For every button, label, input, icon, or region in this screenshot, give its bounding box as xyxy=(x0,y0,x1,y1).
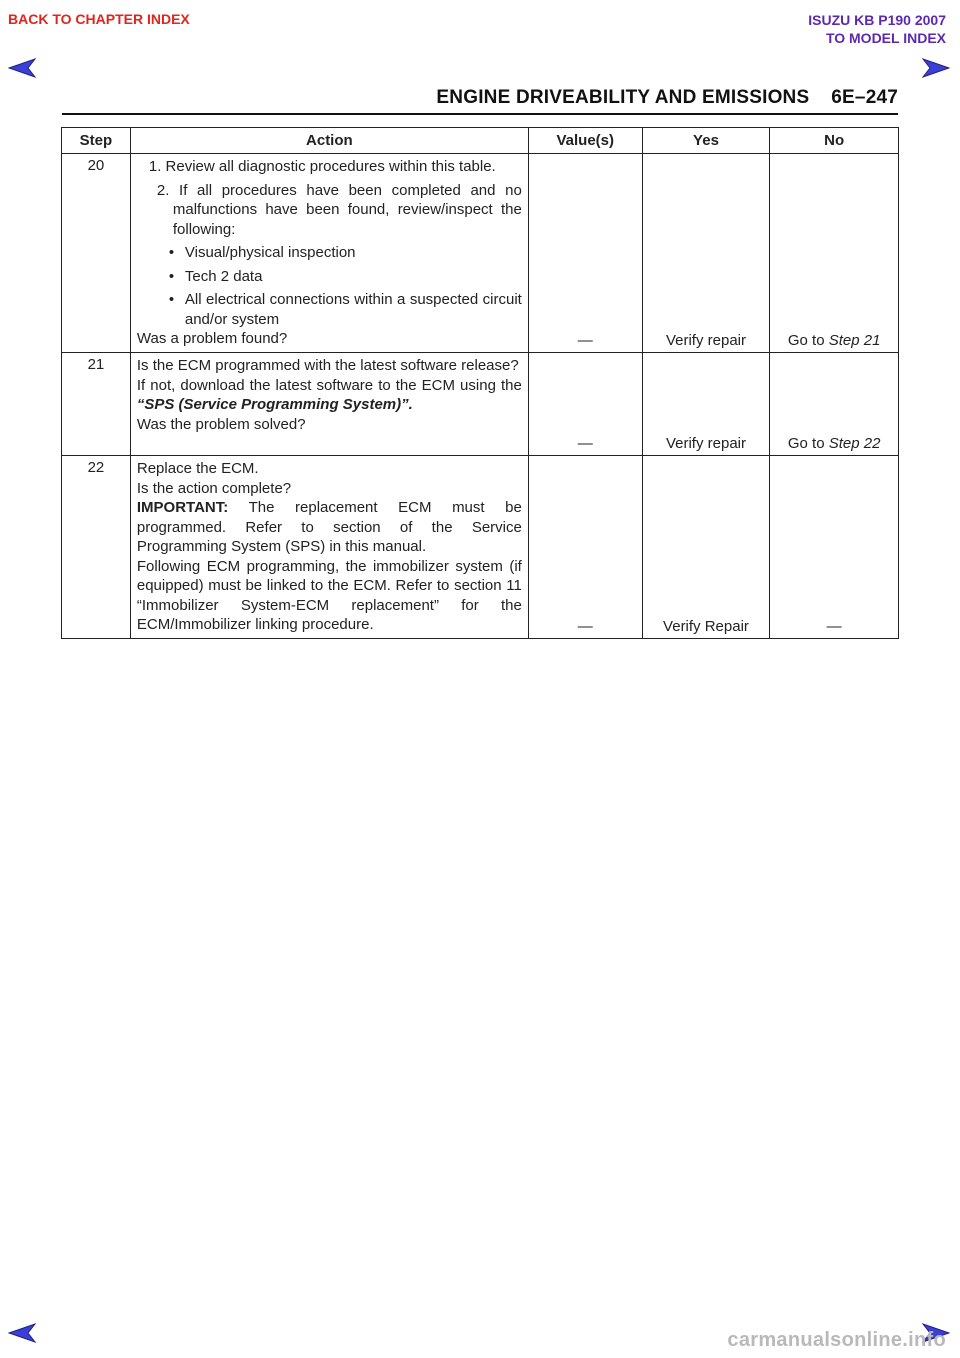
list-item: • Visual/physical inspection xyxy=(183,243,522,263)
list-item: 2. If all procedures have been completed and no malfunctions have been found, review/inspect the following: xyxy=(156,181,522,238)
table-row-step-20 xyxy=(62,154,899,353)
action-text: Replace the ECM. xyxy=(136,460,259,477)
no-cell: — xyxy=(770,456,899,639)
action-cell xyxy=(130,456,528,639)
list-item: 1. Review all diagnostic procedures within this table. xyxy=(148,158,496,175)
value-cell: — xyxy=(528,154,642,353)
action-cell xyxy=(130,154,528,353)
page-number: 6E–247 xyxy=(831,87,898,108)
no-cell xyxy=(770,154,899,353)
step-number: 22 xyxy=(62,456,131,639)
next-page-arrow-icon[interactable] xyxy=(922,58,950,78)
yes-cell: Verify repair xyxy=(642,154,770,353)
inspection-bullets xyxy=(137,243,522,329)
goto-text: Go to xyxy=(787,435,829,452)
column-header-action: Action xyxy=(130,128,528,154)
no-cell xyxy=(770,353,899,456)
table-row-step-21 xyxy=(62,353,899,456)
question-text: Was the problem solved? xyxy=(136,415,306,433)
important-label: IMPORTANT: xyxy=(136,499,229,516)
goto-text: Go to xyxy=(787,332,829,349)
step-reference: Step 22 xyxy=(828,435,881,452)
watermark: carmanualsonline.info xyxy=(727,1329,946,1351)
step-number: 21 xyxy=(62,353,131,456)
model-index-block xyxy=(808,11,946,47)
action-text: Is the action complete? xyxy=(136,479,292,497)
step-number: 20 xyxy=(62,154,131,353)
table-header-row xyxy=(62,128,899,154)
table-row-step-22 xyxy=(62,456,899,639)
column-header-no: No xyxy=(770,128,899,154)
to-model-index-link[interactable]: TO MODEL INDEX xyxy=(825,30,946,46)
page-header xyxy=(436,87,898,109)
column-header-yes: Yes xyxy=(642,128,770,154)
sps-reference: “SPS (Service Programming System)”. xyxy=(136,396,413,413)
column-header-step: Step xyxy=(62,128,131,154)
yes-cell: Verify Repair xyxy=(642,456,770,639)
value-cell: — xyxy=(528,353,642,456)
model-title: ISUZU KB P190 2007 xyxy=(808,12,946,28)
step-reference: Step 21 xyxy=(828,332,881,349)
back-to-chapter-index-link[interactable]: BACK TO CHAPTER INDEX xyxy=(8,11,190,27)
numbered-steps xyxy=(137,157,522,239)
diagnostic-table xyxy=(61,127,899,639)
column-header-values: Value(s) xyxy=(528,128,642,154)
action-text: Is the ECM programmed with the latest software release? xyxy=(136,357,519,374)
list-item: • All electrical connections within a suspected circuit and/or system xyxy=(183,290,522,329)
header-divider xyxy=(62,113,898,115)
action-text: If not, download the latest software to the ECM using the “SPS (Service Programming System)”. xyxy=(136,376,522,413)
yes-cell: Verify repair xyxy=(642,353,770,456)
action-text: Following ECM programming, the immobilizer system (if equipped) must be linked to the ECM. Refer to section 11 “Immobilizer System-ECM replacement” for the ECM/Immobilizer linking procedure. xyxy=(136,557,522,633)
previous-page-arrow-bottom-icon[interactable] xyxy=(8,1323,36,1343)
section-title: ENGINE DRIVEABILITY AND EMISSIONS xyxy=(436,87,810,108)
action-cell xyxy=(130,353,528,456)
important-note: IMPORTANT: The replacement ECM must be programmed. Refer to section of the Service Programming System (SPS) in this manual. xyxy=(136,499,522,555)
previous-page-arrow-icon[interactable] xyxy=(8,58,36,78)
value-cell: — xyxy=(528,456,642,639)
list-item: • Tech 2 data xyxy=(183,267,522,287)
question-text: Was a problem found? xyxy=(136,330,288,347)
